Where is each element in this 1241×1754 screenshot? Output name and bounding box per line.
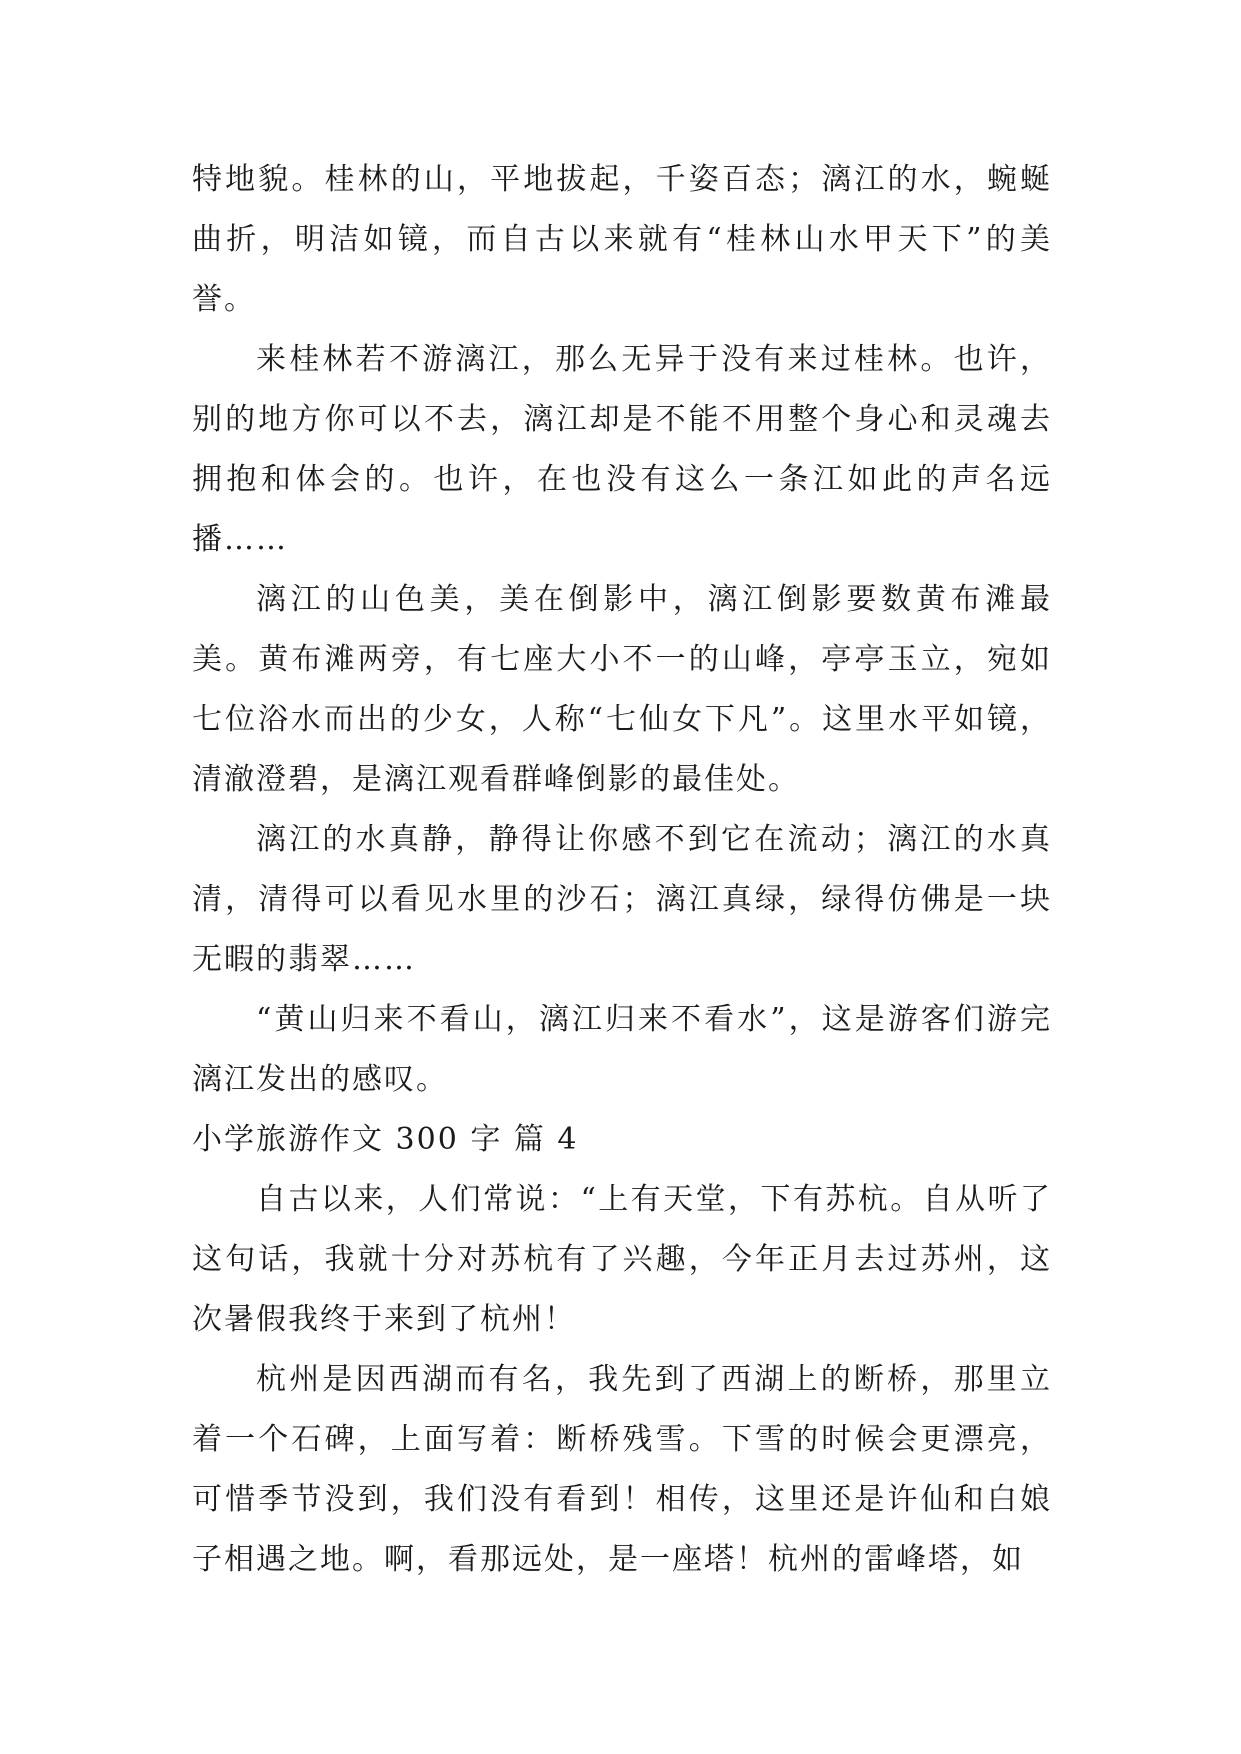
paragraph: 自古以来，人们常说：“上有天堂，下有苏杭。自从听了这句话，我就十分对苏杭有了兴趣，今年正月去过苏州，这次暑假我终于来到了杭州！ <box>192 1182 1052 1337</box>
paragraph: “黄山归来不看山，漓江归来不看水”，这是游客们游完漓江发出的感叹。 <box>192 1002 1052 1097</box>
section-heading: 小学旅游作文 300 字 篇 4 <box>192 1122 579 1157</box>
paragraph: 杭州是因西湖而有名，我先到了西湖上的断桥，那里立着一个石碑，上面写着：断桥残雪。下雪的时候会更漂亮，可惜季节没到，我们没有看到！相传，这里还是许仙和白娘子相遇之地。啊，看那远处，是一座塔！杭州的雷峰塔，如 <box>192 1362 1052 1577</box>
paragraph: 漓江的山色美，美在倒影中，漓江倒影要数黄布滩最美。黄布滩两旁，有七座大小不一的山峰，亭亭玉立，宛如七位浴水而出的少女，人称“七仙女下凡”。这里水平如镜，清澈澄碧，是漓江观看群峰倒影的最佳处。 <box>192 582 1052 797</box>
paragraph-continuation: 特地貌。桂林的山，平地拔起，千姿百态；漓江的水，蜿蜒曲折，明洁如镜，而自古以来就有“桂林山水甲天下”的美誉。 <box>192 162 1052 317</box>
paragraph: 来桂林若不游漓江，那么无异于没有来过桂林。也许，别的地方你可以不去，漓江却是不能不用整个身心和灵魂去拥抱和体会的。也许，在也没有这么一条江如此的声名远播…… <box>192 342 1052 557</box>
paragraph: 漓江的水真静，静得让你感不到它在流动；漓江的水真清，清得可以看见水里的沙石；漓江真绿，绿得仿佛是一块无暇的翡翠…… <box>192 822 1052 977</box>
document-page <box>192 150 1052 1590</box>
